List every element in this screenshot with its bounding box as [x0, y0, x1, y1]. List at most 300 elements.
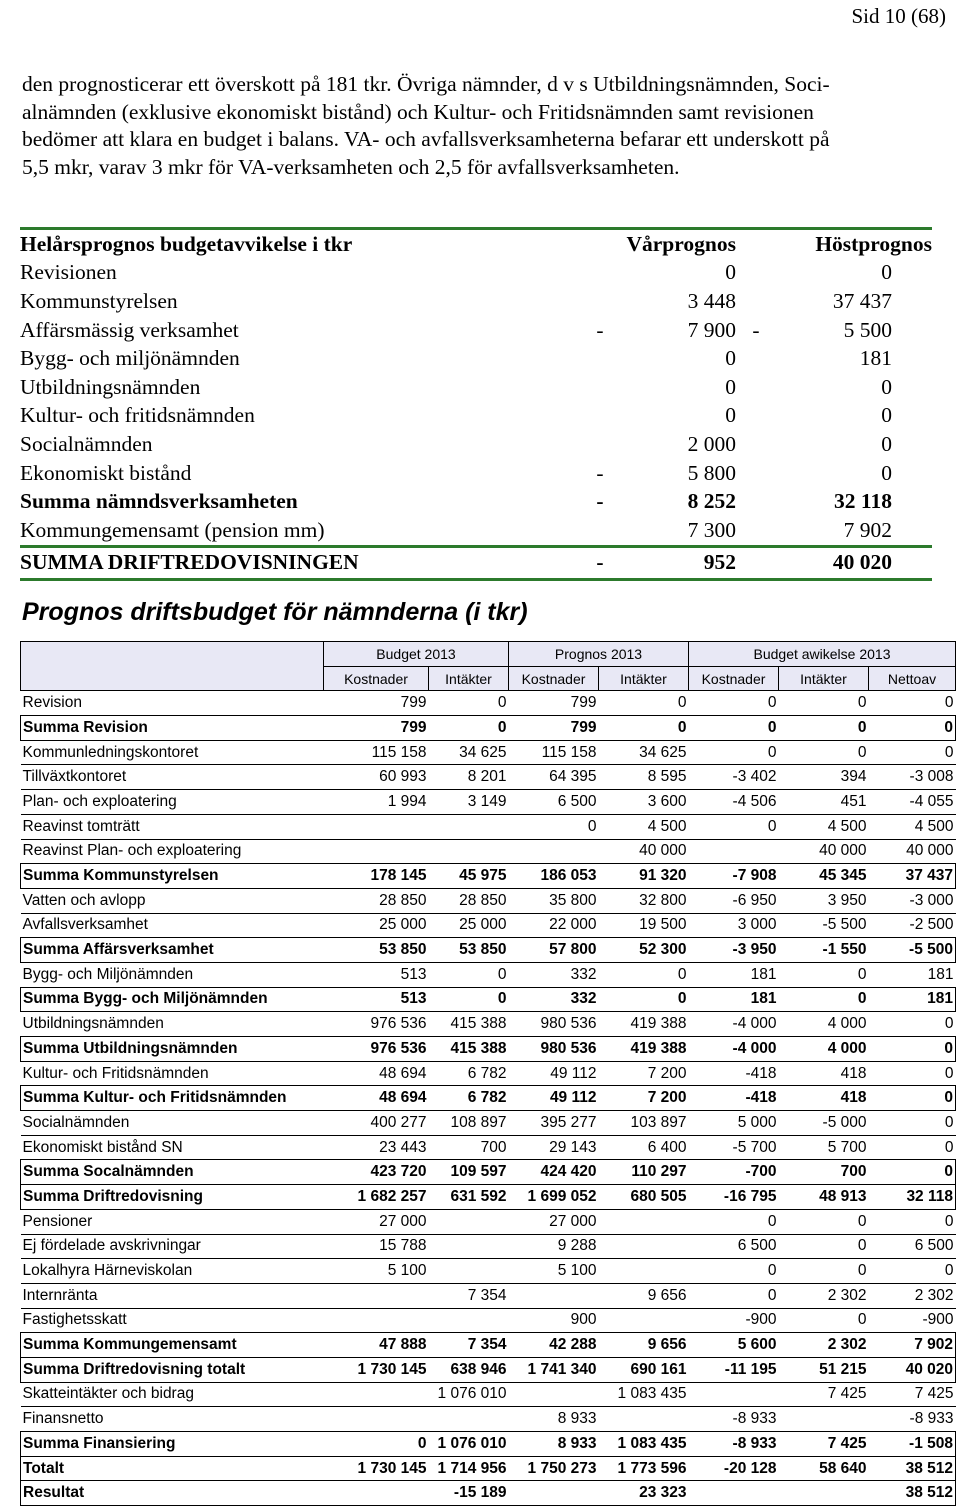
value-cell: 799 [509, 716, 599, 741]
value-cell: 110 297 [599, 1160, 689, 1185]
value-cell: 19 500 [599, 913, 689, 938]
value-cell: 415 388 [429, 1037, 509, 1062]
summary-table-row [21, 1185, 956, 1210]
value-cell [509, 1283, 599, 1308]
value-cell: 115 158 [509, 740, 599, 765]
value-cell [429, 1234, 509, 1259]
table-row [21, 888, 956, 913]
value-cell: 0 [869, 740, 956, 765]
value-cell: 181 [689, 962, 779, 987]
value-cell [324, 839, 429, 864]
value-cell: 57 800 [509, 938, 599, 963]
summary-table-row [21, 1333, 956, 1358]
header-blank-cell [21, 642, 324, 691]
value-cell: 186 053 [509, 864, 599, 889]
value-cell: 178 145 [324, 864, 429, 889]
value-cell: -3 000 [869, 888, 956, 913]
value-cell: -3 402 [689, 765, 779, 790]
table-row [21, 1308, 956, 1333]
value-cell: 48 694 [324, 1061, 429, 1086]
row-label: Summa Revision [21, 716, 324, 741]
value-cell: 109 597 [429, 1160, 509, 1185]
row-label: Summa Kommungemensamt [21, 1333, 324, 1358]
intro-line: alnämnden (exklusive ekonomiskt bistånd) och Kultur- och Fritidsnämnden samt revisionen [22, 99, 814, 124]
value-cell: 976 536 [324, 1012, 429, 1037]
summary-autumn-value: 32 118 [834, 489, 892, 514]
value-cell: 47 888 [324, 1333, 429, 1358]
summary-table-row [21, 1160, 956, 1185]
group-header-deviation: Budget awikelse 2013 [689, 642, 956, 667]
summary-row-label: Bygg- och miljönämnden [20, 346, 240, 371]
value-cell [324, 1481, 429, 1506]
summary-table-row [21, 1481, 956, 1506]
value-cell: 0 [779, 691, 869, 716]
summary-row [20, 430, 932, 459]
value-cell: -4 506 [689, 790, 779, 815]
value-cell [599, 1209, 689, 1234]
value-cell [324, 1308, 429, 1333]
value-cell: 1 773 596 [599, 1456, 689, 1481]
summary-row-label: Utbildningsnämnden [20, 374, 201, 399]
value-cell: 27 000 [324, 1209, 429, 1234]
value-cell: 1 076 010 [429, 1432, 509, 1457]
value-cell [324, 1283, 429, 1308]
value-cell: 40 020 [869, 1357, 956, 1382]
summary-spring-value: 0 [725, 346, 736, 371]
table-row [21, 1012, 956, 1037]
value-cell: 4 500 [779, 814, 869, 839]
value-cell: 0 [869, 1012, 956, 1037]
value-cell: 23 323 [599, 1481, 689, 1506]
value-cell: 0 [599, 691, 689, 716]
summary-spring-value: 7 900 [687, 317, 736, 342]
summary-table-row [21, 1456, 956, 1481]
value-cell: -3 008 [869, 765, 956, 790]
summary-total-autumn: 40 020 [832, 550, 892, 575]
value-cell: 0 [779, 1259, 869, 1284]
table-row [21, 1061, 956, 1086]
summary-autumn-value: 5 500 [843, 317, 892, 342]
value-cell: -15 189 [429, 1481, 509, 1506]
value-cell: 0 [869, 1061, 956, 1086]
summary-spring-value: 3 448 [687, 288, 736, 313]
value-cell: 6 782 [429, 1061, 509, 1086]
row-label: Kultur- och Fritidsnämnden [21, 1061, 324, 1086]
value-cell: 0 [429, 691, 509, 716]
intro-line: den prognosticerar ett överskott på 181 tkr. Övriga nämnder, d v s Utbildningsnämnden, Soci- [22, 72, 830, 96]
value-cell: 8 933 [509, 1432, 599, 1457]
row-label: Ej fördelade avskrivningar [21, 1234, 324, 1259]
sub-header-cell: Kostnader [689, 666, 779, 691]
value-cell: 22 000 [509, 913, 599, 938]
value-cell: -1 508 [869, 1432, 956, 1457]
value-cell: 0 [869, 716, 956, 741]
value-cell: 9 656 [599, 1283, 689, 1308]
value-cell: 900 [509, 1308, 599, 1333]
value-cell: 0 [779, 740, 869, 765]
value-cell: 28 850 [324, 888, 429, 913]
table-row [21, 740, 956, 765]
value-cell: 0 [869, 1135, 956, 1160]
value-cell: 181 [869, 962, 956, 987]
value-cell: -3 950 [689, 938, 779, 963]
summary-spring-value: 5 800 [687, 460, 736, 485]
table-row [21, 765, 956, 790]
value-cell: 40 000 [779, 839, 869, 864]
row-label: Summa Finansiering [21, 1432, 324, 1457]
value-cell: 395 277 [509, 1111, 599, 1136]
value-cell: 1 994 [324, 790, 429, 815]
row-label: Summa Driftredovisning [21, 1185, 324, 1210]
summary-table-row [21, 1086, 956, 1111]
value-cell: 49 112 [509, 1061, 599, 1086]
summary-spring-sign: - [596, 460, 604, 485]
value-cell [509, 1382, 599, 1407]
table-row [21, 1259, 956, 1284]
value-cell: 5 600 [689, 1333, 779, 1358]
summary-table-row [21, 1037, 956, 1062]
summary-spring-sign: - [596, 489, 604, 514]
summary-row-label: Kommungemensamt (pension mm) [20, 517, 325, 542]
summary-table-row [21, 938, 956, 963]
value-cell: 45 975 [429, 864, 509, 889]
value-cell: 1 714 956 [429, 1456, 509, 1481]
summary-row [20, 344, 932, 373]
summary-row [20, 487, 932, 516]
value-cell: -20 128 [689, 1456, 779, 1481]
sub-header-cell: Intäkter [599, 666, 689, 691]
value-cell: 45 345 [779, 864, 869, 889]
value-cell: 0 [689, 814, 779, 839]
value-cell [599, 1407, 689, 1432]
value-cell: 5 700 [779, 1135, 869, 1160]
value-cell: 181 [689, 987, 779, 1012]
value-cell: -8 933 [689, 1432, 779, 1457]
value-cell: -1 550 [779, 938, 869, 963]
summary-row [20, 373, 932, 402]
value-cell: 5 100 [509, 1259, 599, 1284]
row-label: Fastighetsskatt [21, 1308, 324, 1333]
value-cell: 5 000 [689, 1111, 779, 1136]
value-cell [324, 1382, 429, 1407]
row-label: Summa Driftredovisning totalt [21, 1357, 324, 1382]
value-cell: -5 700 [689, 1135, 779, 1160]
value-cell: 7 200 [599, 1061, 689, 1086]
value-cell [429, 1209, 509, 1234]
table-row [21, 1209, 956, 1234]
summary-header-label: Helårsprognos budgetavvikelse i tkr [20, 231, 353, 256]
row-label: Ekonomiskt bistånd SN [21, 1135, 324, 1160]
row-label: Finansnetto [21, 1407, 324, 1432]
value-cell: -5 000 [779, 1111, 869, 1136]
value-cell: 0 [429, 987, 509, 1012]
value-cell: 4 500 [869, 814, 956, 839]
page-number: Sid 10 (68) [851, 4, 946, 28]
summary-autumn-value: 0 [881, 431, 892, 456]
summary-autumn-value: 37 437 [832, 288, 892, 313]
value-cell: 32 800 [599, 888, 689, 913]
summary-table-row [21, 1432, 956, 1457]
value-cell [324, 814, 429, 839]
value-cell [599, 1259, 689, 1284]
value-cell: 7 425 [779, 1432, 869, 1457]
row-label: Vatten och avlopp [21, 888, 324, 913]
value-cell: 181 [869, 987, 956, 1012]
table-row [21, 691, 956, 716]
row-label: Utbildningsnämnden [21, 1012, 324, 1037]
value-cell: 42 288 [509, 1333, 599, 1358]
value-cell: 0 [869, 1111, 956, 1136]
value-cell: 34 625 [599, 740, 689, 765]
summary-total-label: SUMMA DRIFTREDOVISNINGEN [20, 550, 359, 575]
value-cell: 3 950 [779, 888, 869, 913]
value-cell: 3 149 [429, 790, 509, 815]
summary-spring-value: 2 000 [687, 431, 736, 456]
sub-header-cell: Kostnader [324, 666, 429, 691]
value-cell: 34 625 [429, 740, 509, 765]
value-cell: 2 302 [779, 1333, 869, 1358]
table-row [21, 1111, 956, 1136]
value-cell: 0 [869, 1086, 956, 1111]
value-cell: 0 [599, 962, 689, 987]
value-cell [429, 1407, 509, 1432]
value-cell [689, 1481, 779, 1506]
value-cell: 0 [689, 691, 779, 716]
value-cell: -5 500 [869, 938, 956, 963]
value-cell [509, 839, 599, 864]
value-cell: 1 682 257 [324, 1185, 429, 1210]
row-label: Socialnämnden [21, 1111, 324, 1136]
value-cell: 0 [779, 1234, 869, 1259]
summary-row [20, 402, 932, 431]
table-row [21, 839, 956, 864]
value-cell: 4 500 [599, 814, 689, 839]
value-cell: -5 500 [779, 913, 869, 938]
value-cell: 25 000 [429, 913, 509, 938]
value-cell: 418 [779, 1061, 869, 1086]
value-cell: 53 850 [429, 938, 509, 963]
value-cell: 60 993 [324, 765, 429, 790]
row-label: Summa Socalnämnden [21, 1160, 324, 1185]
summary-autumn-value: 0 [881, 460, 892, 485]
value-cell [429, 1259, 509, 1284]
value-cell: -4 000 [689, 1037, 779, 1062]
row-label: Summa Bygg- och Miljönämnden [21, 987, 324, 1012]
value-cell: -4 000 [689, 1012, 779, 1037]
summary-row [20, 516, 932, 545]
value-cell [429, 1308, 509, 1333]
value-cell: 38 512 [869, 1456, 956, 1481]
row-label: Summa Affärsverksamhet [21, 938, 324, 963]
value-cell: 419 388 [599, 1037, 689, 1062]
sub-header-cell: Kostnader [509, 666, 599, 691]
value-cell: 1 750 273 [509, 1456, 599, 1481]
row-label: Internränta [21, 1283, 324, 1308]
value-cell: 29 143 [509, 1135, 599, 1160]
summary-autumn-value: 181 [859, 346, 892, 371]
table-row [21, 962, 956, 987]
value-cell: 0 [689, 716, 779, 741]
row-label: Resultat [21, 1481, 324, 1506]
summary-autumn-value: 0 [881, 260, 892, 285]
section-title: Prognos driftsbudget för nämnderna (i tkr) [22, 598, 528, 626]
value-cell: 799 [324, 691, 429, 716]
value-cell [779, 1481, 869, 1506]
row-label: Reavinst Plan- och exploatering [21, 839, 324, 864]
value-cell: -418 [689, 1086, 779, 1111]
table-row [21, 1407, 956, 1432]
value-cell: 5 100 [324, 1259, 429, 1284]
value-cell: 700 [779, 1160, 869, 1185]
row-label: Revision [21, 691, 324, 716]
row-label: Kommunledningskontoret [21, 740, 324, 765]
value-cell: 0 [869, 1209, 956, 1234]
value-cell: 0 [869, 1037, 956, 1062]
value-cell: 1 699 052 [509, 1185, 599, 1210]
value-cell: 700 [429, 1135, 509, 1160]
value-cell: 1 730 145 [324, 1456, 429, 1481]
value-cell: 638 946 [429, 1357, 509, 1382]
row-label: Avfallsverksamhet [21, 913, 324, 938]
value-cell: 0 [689, 1209, 779, 1234]
value-cell: 7 200 [599, 1086, 689, 1111]
value-cell: 976 536 [324, 1037, 429, 1062]
summary-spring-value: 8 252 [687, 489, 736, 514]
summary-row [20, 287, 932, 316]
value-cell [689, 1382, 779, 1407]
value-cell [599, 1308, 689, 1333]
value-cell: 0 [779, 987, 869, 1012]
summary-table-row [21, 716, 956, 741]
value-cell: 7 425 [869, 1382, 956, 1407]
value-cell: 0 [689, 740, 779, 765]
value-cell: 0 [779, 962, 869, 987]
value-cell: 2 302 [779, 1283, 869, 1308]
sub-header-cell: Nettoav [869, 666, 956, 691]
budget-detail-table [20, 641, 956, 1506]
summary-row-label: Affärsmässig verksamhet [20, 317, 239, 342]
row-label: Lokalhyra Härneviskolan [21, 1259, 324, 1284]
value-cell: 424 420 [509, 1160, 599, 1185]
group-header-budget: Budget 2013 [324, 642, 509, 667]
value-cell: 1 730 145 [324, 1357, 429, 1382]
value-cell: -7 908 [689, 864, 779, 889]
summary-table-row [21, 864, 956, 889]
value-cell: -8 933 [689, 1407, 779, 1432]
value-cell: 0 [869, 1160, 956, 1185]
value-cell: 0 [689, 1259, 779, 1284]
value-cell: 0 [599, 716, 689, 741]
value-cell: 1 741 340 [509, 1357, 599, 1382]
value-cell: 25 000 [324, 913, 429, 938]
value-cell: 6 400 [599, 1135, 689, 1160]
sub-header-cell: Intäkter [429, 666, 509, 691]
row-label: Pensioner [21, 1209, 324, 1234]
table-row [21, 1135, 956, 1160]
value-cell: -418 [689, 1061, 779, 1086]
value-cell: -4 055 [869, 790, 956, 815]
summary-row [20, 459, 932, 488]
value-cell [599, 1234, 689, 1259]
value-cell: 51 215 [779, 1357, 869, 1382]
summary-row-label: Socialnämnden [20, 431, 153, 456]
value-cell [509, 1481, 599, 1506]
value-cell: -16 795 [689, 1185, 779, 1210]
value-cell: 6 500 [689, 1234, 779, 1259]
summary-table-row [21, 1357, 956, 1382]
value-cell: 513 [324, 962, 429, 987]
table-row [21, 814, 956, 839]
value-cell: 4 000 [779, 1037, 869, 1062]
value-cell: 28 850 [429, 888, 509, 913]
summary-row [20, 316, 932, 345]
row-label: Skatteintäkter och bidrag [21, 1382, 324, 1407]
summary-spring-value: 7 300 [687, 517, 736, 542]
value-cell: 108 897 [429, 1111, 509, 1136]
value-cell: 1 083 435 [599, 1382, 689, 1407]
value-cell: 58 640 [779, 1456, 869, 1481]
summary-spring-sign: - [596, 317, 604, 342]
value-cell: 91 320 [599, 864, 689, 889]
value-cell: 64 395 [509, 765, 599, 790]
summary-spring-value: 0 [725, 260, 736, 285]
value-cell: 690 161 [599, 1357, 689, 1382]
value-cell: 6 500 [869, 1234, 956, 1259]
value-cell: 980 536 [509, 1037, 599, 1062]
value-cell: 0 [429, 716, 509, 741]
value-cell: 0 [779, 1209, 869, 1234]
value-cell: -900 [689, 1308, 779, 1333]
value-cell: 418 [779, 1086, 869, 1111]
row-label: Bygg- och Miljönämnden [21, 962, 324, 987]
value-cell: 0 [779, 716, 869, 741]
value-cell: 3 600 [599, 790, 689, 815]
row-label: Plan- och exploatering [21, 790, 324, 815]
row-label: Summa Kultur- och Fritidsnämnden [21, 1086, 324, 1111]
value-cell: 1 083 435 [599, 1432, 689, 1457]
summary-header [20, 230, 932, 259]
row-label: Summa Kommunstyrelsen [21, 864, 324, 889]
summary-autumn-sign: - [752, 317, 760, 342]
summary-row-label: Kommunstyrelsen [20, 288, 178, 313]
row-label: Totalt [21, 1456, 324, 1481]
value-cell: 23 443 [324, 1135, 429, 1160]
value-cell: 799 [509, 691, 599, 716]
value-cell: 9 288 [509, 1234, 599, 1259]
value-cell: 7 354 [429, 1283, 509, 1308]
value-cell: 37 437 [869, 864, 956, 889]
summary-total-spring: 952 [703, 550, 736, 575]
table-row [21, 790, 956, 815]
value-cell: -2 500 [869, 913, 956, 938]
value-cell: -6 950 [689, 888, 779, 913]
value-cell: 513 [324, 987, 429, 1012]
summary-row-label: Summa nämndsverksamheten [20, 489, 298, 514]
value-cell: 631 592 [429, 1185, 509, 1210]
summary-header-autumn: Höstprognos [815, 231, 932, 256]
value-cell: 8 201 [429, 765, 509, 790]
table-row [21, 1283, 956, 1308]
value-cell: 415 388 [429, 1012, 509, 1037]
summary-spring-value: 0 [725, 403, 736, 428]
group-header-row [21, 642, 956, 667]
value-cell: 6 782 [429, 1086, 509, 1111]
sub-header-cell: Intäkter [779, 666, 869, 691]
value-cell: 980 536 [509, 1012, 599, 1037]
summary-spring-value: 0 [725, 374, 736, 399]
summary-row-label: Ekonomiskt bistånd [20, 460, 192, 485]
intro-line: bedömer att klara en budget i balans. VA- och avfallsverksamheterna befarar ett underskott på [22, 127, 830, 151]
